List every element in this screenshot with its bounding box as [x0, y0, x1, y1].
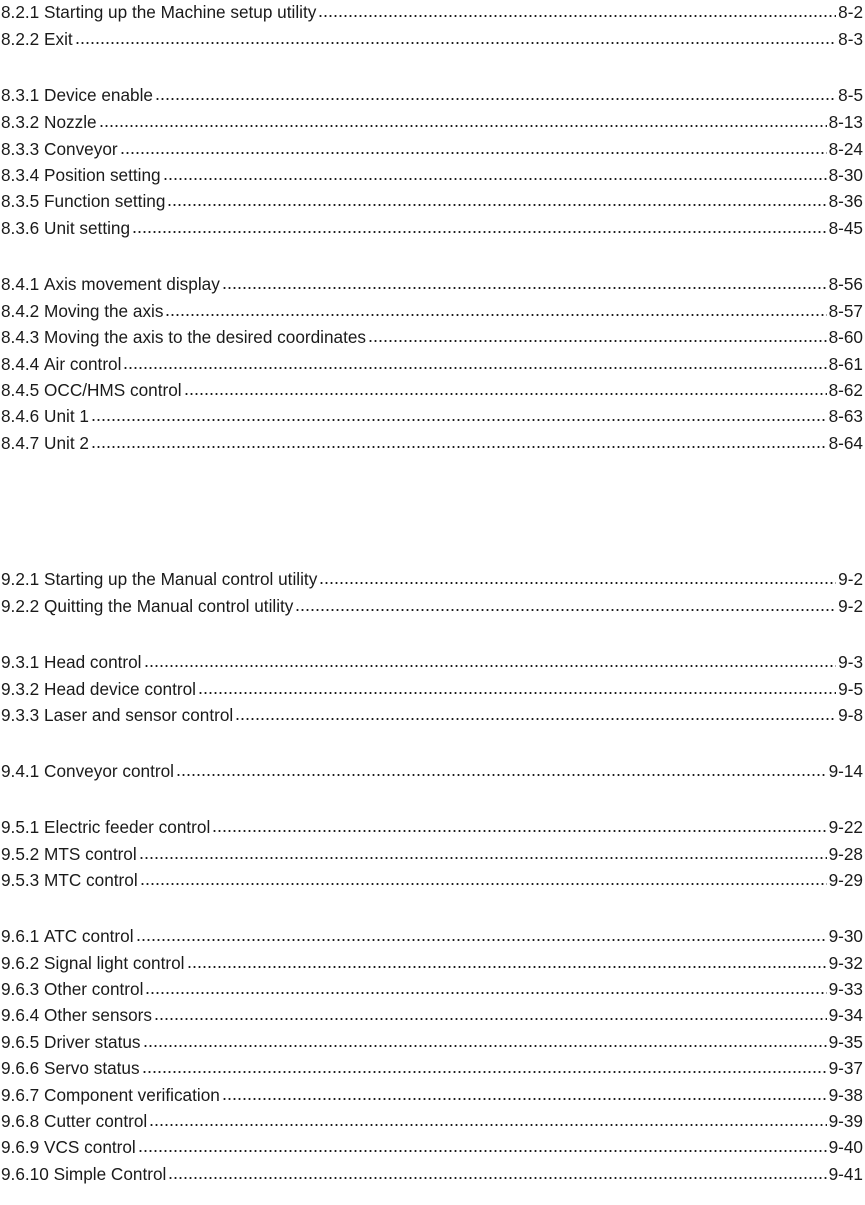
toc-entry-number: 8.4.4 — [1, 354, 40, 374]
toc-entry-title: Nozzle — [44, 112, 97, 132]
toc-entry-9-3-1[interactable] — [1, 650, 863, 672]
toc-entry-page: 8-3 — [838, 29, 863, 49]
toc-entry-9-6-6[interactable] — [1, 1056, 863, 1078]
toc-entry-page: 9-40 — [828, 1137, 863, 1157]
toc-entry-8-4-7[interactable] — [1, 431, 863, 453]
dot-leader — [120, 151, 827, 155]
toc-entry-number: 9.3.1 — [1, 652, 40, 672]
toc-entry-8-3-5[interactable] — [1, 189, 863, 211]
toc-entry-number: 8.3.2 — [1, 112, 40, 132]
dot-leader — [138, 1149, 827, 1153]
toc-entry-title: Component verification — [44, 1085, 220, 1105]
toc-entry-title: Exit — [44, 29, 73, 49]
dot-leader — [176, 773, 827, 777]
dot-leader — [222, 286, 827, 290]
toc-entry-8-2-1[interactable] — [1, 0, 863, 22]
toc-entry-title: Moving the axis to the desired coordinates — [44, 327, 367, 347]
dot-leader — [295, 608, 836, 612]
toc-entry-title: Unit 1 — [44, 406, 89, 426]
toc-entry-number: 9.3.3 — [1, 705, 40, 725]
toc-entry-page: 8-36 — [828, 191, 863, 211]
toc-entry-number: 8.4.1 — [1, 274, 40, 294]
toc-entry-title: VCS control — [44, 1137, 136, 1157]
toc-entry-title: Axis movement display — [44, 274, 220, 294]
dot-leader — [91, 418, 827, 422]
dot-leader — [99, 124, 827, 128]
toc-entry-page: 9-34 — [828, 1005, 863, 1025]
dot-leader — [368, 339, 827, 343]
toc-entry-title: Driver status — [44, 1032, 141, 1052]
toc-entry-number: 9.6.9 — [1, 1137, 40, 1157]
toc-entry-9-2-1[interactable] — [1, 567, 863, 589]
toc-entry-page: 8-61 — [828, 354, 863, 374]
toc-entry-9-6-7[interactable] — [1, 1083, 863, 1105]
toc-entry-page: 9-41 — [828, 1164, 863, 1184]
toc-entry-number: 9.3.2 — [1, 679, 40, 699]
toc-entry-9-2-2[interactable] — [1, 594, 863, 616]
toc-entry-title: Head control — [44, 652, 142, 672]
toc-entry-title: Moving the axis — [44, 301, 164, 321]
dot-leader — [145, 991, 826, 995]
toc-entry-number: 9.5.3 — [1, 870, 40, 890]
dot-leader — [235, 717, 836, 721]
dot-leader — [132, 230, 827, 234]
dot-leader — [136, 938, 827, 942]
toc-entry-page: 8-62 — [828, 380, 863, 400]
toc-entry-page: 9-30 — [828, 926, 863, 946]
dot-leader — [198, 691, 836, 695]
toc-entry-page: 8-63 — [828, 406, 863, 426]
dot-leader — [144, 664, 837, 668]
dot-leader — [168, 1176, 826, 1180]
toc-entry-title: Starting up the Manual control utility — [44, 569, 318, 589]
toc-entry-number: 9.5.1 — [1, 817, 40, 837]
toc-entry-8-3-1[interactable] — [1, 83, 863, 105]
toc-entry-title: Simple Control — [53, 1164, 167, 1184]
toc-entry-page: 9-32 — [828, 953, 863, 973]
toc-entry-number: 8.4.3 — [1, 327, 40, 347]
toc-entry-page: 8-56 — [828, 274, 863, 294]
toc-entry-8-4-2[interactable] — [1, 299, 863, 321]
toc-entry-page: 9-28 — [828, 844, 863, 864]
toc-entry-title: ATC control — [44, 926, 134, 946]
toc-entry-9-6-5[interactable] — [1, 1030, 863, 1052]
toc-entry-title: Signal light control — [44, 953, 185, 973]
toc-entry-8-3-2[interactable] — [1, 110, 863, 132]
toc-entry-9-3-3[interactable] — [1, 703, 863, 725]
toc-entry-page: 9-2 — [838, 596, 863, 616]
toc-entry-number: 9.6.10 — [1, 1164, 49, 1184]
dot-leader — [140, 882, 827, 886]
toc-entry-title: Conveyor — [44, 139, 118, 159]
toc-entry-page: 8-13 — [828, 112, 863, 132]
toc-entry-9-6-10[interactable] — [1, 1162, 863, 1184]
toc-entry-number: 9.6.6 — [1, 1058, 40, 1078]
toc-entry-page: 9-37 — [828, 1058, 863, 1078]
dot-leader — [123, 366, 826, 370]
toc-entry-8-2-2[interactable] — [1, 27, 863, 49]
toc-entry-number: 8.2.1 — [1, 2, 40, 22]
toc-entry-page: 9-38 — [828, 1085, 863, 1105]
toc-entry-page: 9-33 — [828, 979, 863, 999]
toc-entry-title: Other sensors — [44, 1005, 152, 1025]
toc-entry-page: 9-35 — [828, 1032, 863, 1052]
toc-entry-page: 9-22 — [828, 817, 863, 837]
toc-entry-9-5-2[interactable] — [1, 842, 863, 864]
toc-entry-title: Other control — [44, 979, 144, 999]
toc-entry-page: 9-5 — [838, 679, 863, 699]
toc-entry-title: MTS control — [44, 844, 137, 864]
toc-entry-number: 8.4.5 — [1, 380, 40, 400]
toc-entry-page: 9-3 — [838, 652, 863, 672]
dot-leader — [139, 856, 827, 860]
toc-entry-number: 9.6.5 — [1, 1032, 40, 1052]
toc-entry-number: 9.6.7 — [1, 1085, 40, 1105]
dot-leader — [184, 392, 827, 396]
toc-entry-number: 9.6.1 — [1, 926, 40, 946]
toc-entry-8-4-1[interactable] — [1, 272, 863, 294]
toc-entry-number: 9.5.2 — [1, 844, 40, 864]
toc-entry-page: 8-45 — [828, 218, 863, 238]
toc-entry-number: 9.4.1 — [1, 761, 40, 781]
toc-entry-title: Unit 2 — [44, 433, 89, 453]
toc-entry-number: 9.6.2 — [1, 953, 40, 973]
toc-entry-8-3-6[interactable] — [1, 216, 863, 238]
toc-entry-page: 9-39 — [828, 1111, 863, 1131]
toc-entry-page: 8-2 — [838, 2, 863, 22]
dot-leader — [91, 445, 827, 449]
toc-entry-number: 8.4.6 — [1, 406, 40, 426]
toc-entry-page: 9-2 — [838, 569, 863, 589]
dot-leader — [143, 1044, 827, 1048]
dot-leader — [155, 97, 836, 101]
dot-leader — [149, 1123, 826, 1127]
toc-entry-page: 8-64 — [828, 433, 863, 453]
toc-entry-number: 8.3.3 — [1, 139, 40, 159]
toc-entry-9-3-2[interactable] — [1, 677, 863, 699]
dot-leader — [212, 829, 826, 833]
toc-entry-8-3-3[interactable] — [1, 137, 863, 159]
dot-leader — [142, 1070, 827, 1074]
toc-entry-title: MTC control — [44, 870, 138, 890]
dot-leader — [163, 177, 827, 181]
toc-entry-title: Unit setting — [44, 218, 131, 238]
toc-entry-9-6-2[interactable] — [1, 951, 863, 973]
toc-entry-number: 8.2.2 — [1, 29, 40, 49]
toc-entry-title: Quitting the Manual control utility — [44, 596, 294, 616]
toc-entry-title: Device enable — [44, 85, 153, 105]
toc-entry-number: 9.6.3 — [1, 979, 40, 999]
toc-entry-title: Servo status — [44, 1058, 140, 1078]
dot-leader — [187, 965, 827, 969]
toc-entry-page: 8-30 — [828, 165, 863, 185]
toc-entry-number: 9.6.8 — [1, 1111, 40, 1131]
toc-entry-number: 9.2.2 — [1, 596, 40, 616]
toc-entry-title: Conveyor control — [44, 761, 174, 781]
toc-entry-8-3-4[interactable] — [1, 163, 863, 185]
dot-leader — [318, 14, 836, 18]
toc-entry-number: 8.4.7 — [1, 433, 40, 453]
toc-entry-9-6-8[interactable] — [1, 1109, 863, 1131]
dot-leader — [319, 581, 836, 585]
dot-leader — [75, 41, 836, 45]
toc-entry-page: 8-57 — [828, 301, 863, 321]
toc-entry-8-4-5[interactable] — [1, 378, 863, 400]
toc-entry-title: Electric feeder control — [44, 817, 211, 837]
toc-entry-page: 9-8 — [838, 705, 863, 725]
toc-entry-title: Function setting — [44, 191, 166, 211]
toc-entry-title: Laser and sensor control — [44, 705, 234, 725]
toc-entry-9-5-3[interactable] — [1, 868, 863, 890]
toc-entry-9-4-1[interactable] — [1, 759, 863, 781]
toc-entry-title: Starting up the Machine setup utility — [44, 2, 317, 22]
dot-leader — [165, 313, 826, 317]
toc-entry-title: Cutter control — [44, 1111, 148, 1131]
toc-entry-title: Air control — [44, 354, 122, 374]
dot-leader — [167, 203, 826, 207]
toc-entry-page: 9-29 — [828, 870, 863, 890]
dot-leader — [154, 1017, 827, 1021]
toc-entry-9-5-1[interactable] — [1, 815, 863, 837]
toc-entry-number: 8.3.6 — [1, 218, 40, 238]
toc-entry-8-4-6[interactable] — [1, 404, 863, 426]
toc-entry-8-4-3[interactable] — [1, 325, 863, 347]
toc-entry-number: 8.3.5 — [1, 191, 40, 211]
toc-entry-number: 9.2.1 — [1, 569, 40, 589]
toc-entry-8-4-4[interactable] — [1, 352, 863, 374]
toc-entry-number: 8.3.1 — [1, 85, 40, 105]
toc-entry-title: Head device control — [44, 679, 196, 699]
toc-entry-9-6-4[interactable] — [1, 1003, 863, 1025]
toc-entry-title: OCC/HMS control — [44, 380, 182, 400]
toc-entry-number: 8.3.4 — [1, 165, 40, 185]
toc-entry-number: 8.4.2 — [1, 301, 40, 321]
toc-entry-9-6-3[interactable] — [1, 977, 863, 999]
toc-entry-number: 9.6.4 — [1, 1005, 40, 1025]
toc-entry-page: 8-5 — [838, 85, 863, 105]
toc-entry-9-6-9[interactable] — [1, 1135, 863, 1157]
toc-entry-page: 8-24 — [828, 139, 863, 159]
toc-entry-page: 9-14 — [828, 761, 863, 781]
toc-entry-9-6-1[interactable] — [1, 924, 863, 946]
toc-entry-page: 8-60 — [828, 327, 863, 347]
toc-entry-title: Position setting — [44, 165, 161, 185]
dot-leader — [222, 1097, 827, 1101]
